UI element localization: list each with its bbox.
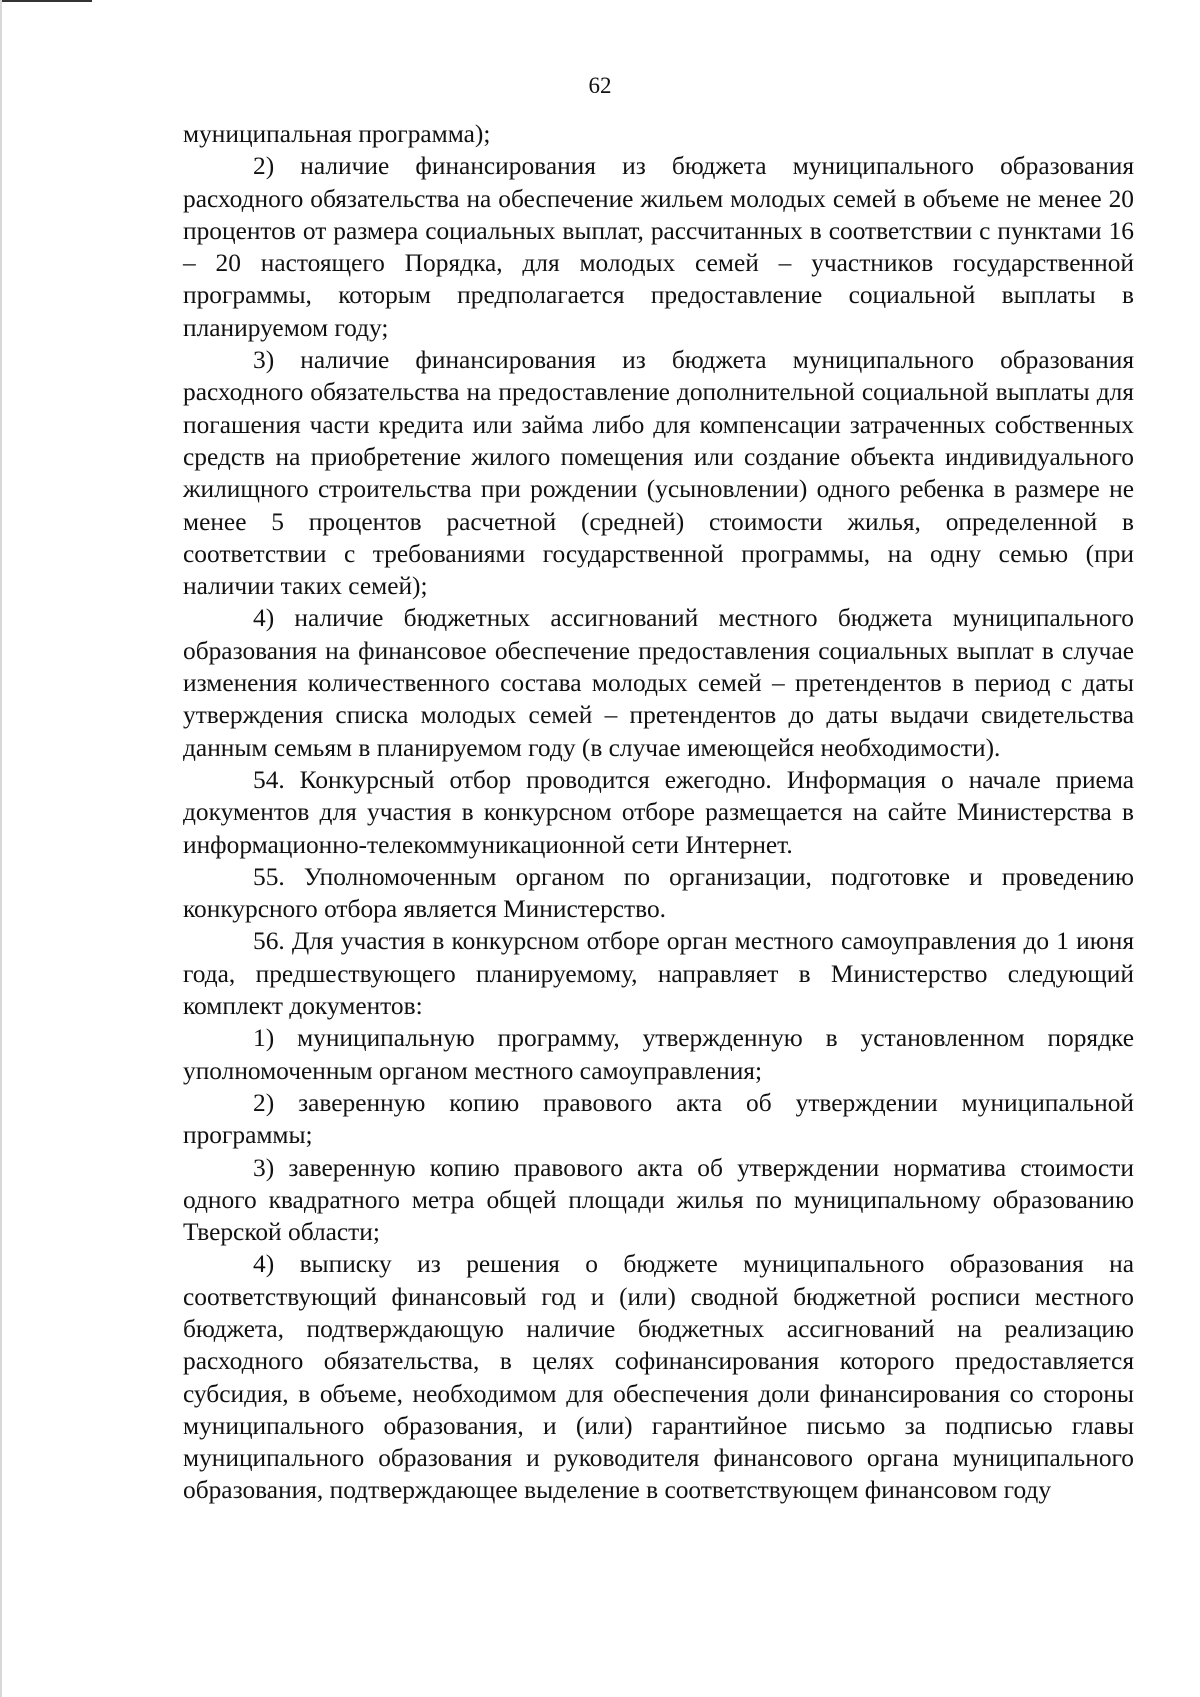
paragraph-continuation: муниципальная программа); (183, 120, 491, 148)
paragraph-doc-item-2: 2) заверенную копию правового акта об утверждении муниципальной программы; (183, 1088, 1134, 1150)
scan-edge-top (0, 0, 92, 2)
paragraph-item-2: 2) наличие финансирования из бюджета муниципального образования расходного обязательства на обеспечение жильем молодых семей в объеме не менее 20 процентов от размера социальных выплат, рассчитанных в соответствии с пунктами 16 – 20 настоящего Порядка, для молодых семей – участников государственной программы, которым предполагается предоставление социальной выплаты в планируемом году; (183, 152, 1134, 342)
paragraph-doc-item-3: 3) заверенную копию правового акта об утверждении норматива стоимости одного квадратного метра общей площади жилья по муниципальному образованию Тверской области; (183, 1153, 1134, 1247)
paragraph-doc-item-4: 4) выписку из решения о бюджете муниципального образования на соответствующий финансовый год и (или) сводной бюджетной росписи местного бюджета, подтверждающую наличие бюджетных ассигнований на реализацию расходного обязательства, в целях софинансирования которого предоставляется субсидия, в объеме, необходимом для обеспечения доли финансирования со стороны муниципального образования, и (или) гарантийное письмо за подписью главы муниципального образования и руководителя финансового органа муниципального образования, подтверждающее выделение в соответствующем финансовом году (183, 1250, 1134, 1505)
paragraph-clause-55: 55. Уполномоченным органом по организации, подготовке и проведению конкурсного отбора является Министерство. (183, 862, 1134, 924)
paragraph-doc-item-1: 1) муниципальную программу, утвержденную в установленном порядке уполномоченным органом местного самоуправления; (183, 1024, 1134, 1085)
paragraph-item-4: 4) наличие бюджетных ассигнований местного бюджета муниципального образования на финансовое обеспечение предоставления социальных выплат в случае изменения количественного состава молодых семей – претендентов в период с даты утверждения списка молодых семей – претендентов до даты выдачи свидетельства данным семьям в планируемом году (в случае имеющейся необходимости). (183, 604, 1134, 762)
paragraph-clause-56: 56. Для участия в конкурсном отборе орган местного самоуправления до 1 июня года, предшествующего планируемому, направляет в Министерство следующий комплект документов: (183, 927, 1134, 1021)
scan-edge-left (0, 0, 2, 1697)
page-number: 62 (588, 73, 612, 98)
paragraph-clause-54: 54. Конкурсный отбор проводится ежегодно. Информация о начале приема документов для участия в конкурсном отборе размещается на сайте Министерства в информационно-телекоммуникационной сети Интернет. (183, 765, 1134, 859)
document-body (183, 118, 1134, 1507)
paragraph-item-3: 3) наличие финансирования из бюджета муниципального образования расходного обязательства на предоставление дополнительной социальной выплаты для погашения части кредита или займа либо для компенсации затраченных собственных средств на приобретение жилого помещения или создание объекта индивидуального жилищного строительства при рождении (усыновлении) одного ребенка в размере не менее 5 процентов расчетной (средней) стоимости жилья, определенной в соответствии с требованиями государственной программы, на одну семью (при наличии таких семей); (183, 346, 1134, 601)
